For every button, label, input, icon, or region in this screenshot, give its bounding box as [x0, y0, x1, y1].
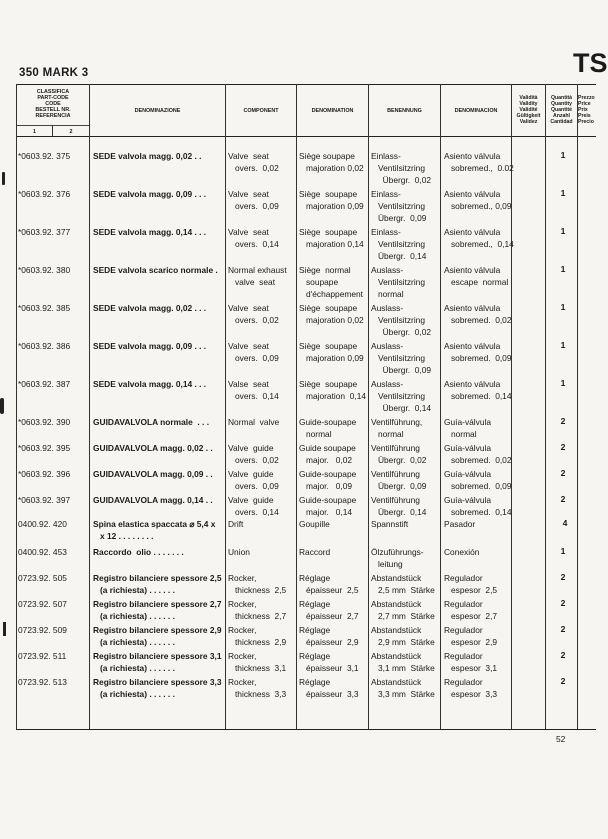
row-qty-cell: 1: [560, 546, 566, 556]
row-fr-cell: Siège soupape majoration 0,14: [299, 379, 367, 401]
row-qty-cell: 1: [560, 188, 566, 198]
row-en-cell: Union: [228, 547, 250, 557]
col-divider: [296, 84, 297, 729]
col-divider: [225, 84, 226, 729]
row-es-cell: Asiento válvula sobremed. 0,02: [444, 303, 512, 325]
row-es-cell: Asiento válvula sobremed., 0.02: [444, 151, 514, 173]
row-code-cell: 0400.92. 453: [18, 547, 67, 557]
row-it-cell: Registro bilanciere spessore 2,5 (a richiesta) . . . . . .: [93, 573, 222, 595]
row-de-cell: Ventilführung Übergr. 0,09: [371, 469, 427, 491]
row-es-cell: Guía-válvula sobremed. 0,09: [444, 469, 512, 491]
row-qty-cell: 2: [560, 650, 566, 660]
col-header-qty: Quantità Quantity Quantité Anzahl Cantidad: [550, 95, 573, 125]
row-es-cell: Asiento válvula sobremed. 0,14: [444, 379, 512, 401]
row-de-cell: Abstandstück 2,9 mm Stärke: [371, 625, 435, 647]
row-code-cell: *0603.92. 380: [18, 265, 71, 275]
col-header-code: CLASSIFICA PART-CODE CODE BESTELL NR. REFERENCIA: [35, 89, 71, 119]
row-it-cell: Registro bilanciere spessore 2,7 (a richiesta) . . . . . .: [93, 599, 222, 621]
row-qty-cell: 2: [560, 572, 566, 582]
row-it-cell: GUIDAVALVOLA normale . . .: [93, 417, 210, 427]
row-en-cell: Rocker, thickness 2,5: [228, 573, 287, 595]
col-divider: [511, 84, 512, 729]
row-en-cell: Valse seat overs. 0,14: [228, 379, 279, 401]
row-code-cell: 0723.92. 509: [18, 625, 67, 635]
binding-mark: [3, 622, 6, 636]
row-code-cell: *0603.92. 376: [18, 189, 71, 199]
row-en-cell: Rocker, thickness 2,7: [228, 599, 287, 621]
row-it-cell: SEDE valvola magg. 0,02 . . .: [93, 303, 207, 313]
row-en-cell: Valve guide overs. 0,02: [228, 443, 279, 465]
row-de-cell: Einlass- Ventilsitzring Übergr. 0,14: [371, 227, 427, 261]
row-fr-cell: Raccord: [299, 547, 331, 557]
row-qty-cell: 4: [562, 518, 568, 528]
row-it-cell: SEDE valvola magg. 0,14 . . .: [93, 227, 207, 237]
row-de-cell: Auslass- Ventilsitzring Übergr. 0,09: [371, 341, 432, 375]
table-bottom-rule: [16, 729, 596, 730]
row-fr-cell: Réglage épaisseur 2,5: [299, 573, 359, 595]
row-de-cell: Auslass- Ventilsitzring normal: [371, 265, 425, 299]
col-divider: [577, 84, 578, 729]
row-fr-cell: Réglage épaisseur 3,1: [299, 651, 359, 673]
row-qty-cell: 2: [560, 468, 566, 478]
row-en-cell: Valve guide overs. 0,14: [228, 495, 279, 517]
row-it-cell: Spina elastica spaccata ⌀ 5,4 x x 12 . . . . . . . .: [93, 519, 216, 541]
col-header-validity: Validità Validity Validité Gültigkeit Validez: [516, 95, 541, 125]
row-it-cell: SEDE valvola magg. 0,14 . . .: [93, 379, 207, 389]
row-es-cell: Regulador espesor 3,3: [444, 677, 498, 699]
section-code: TS: [573, 48, 608, 78]
row-code-cell: *0603.92. 385: [18, 303, 71, 313]
row-es-cell: Pasador: [444, 519, 476, 529]
row-es-cell: Guía-válvula sobremed. 0,02: [444, 443, 512, 465]
row-fr-cell: Guide-soupape major. 0,09: [299, 469, 357, 491]
row-en-cell: Valve seat overs. 0,09: [228, 189, 279, 211]
row-qty-cell: 1: [560, 378, 566, 388]
row-fr-cell: Siège soupape majoration 0,14: [299, 227, 364, 249]
row-fr-cell: Guide soupape major. 0,02: [299, 443, 356, 465]
row-de-cell: Ventilführung, normal: [371, 417, 423, 439]
row-es-cell: Asiento válvula sobremed., 0,14: [444, 227, 514, 249]
row-de-cell: Auslass- Ventilsitzring Übergr. 0,14: [371, 379, 432, 413]
row-es-cell: Asiento válvula escape normal: [444, 265, 509, 287]
row-code-cell: *0603.92. 375: [18, 151, 71, 161]
row-en-cell: Rocker, thickness 3,3: [228, 677, 287, 699]
row-qty-cell: 2: [560, 494, 566, 504]
row-fr-cell: Réglage épaisseur 3,3: [299, 677, 359, 699]
row-qty-cell: 2: [560, 676, 566, 686]
row-qty-cell: 2: [560, 416, 566, 426]
row-code-cell: *0603.92. 387: [18, 379, 71, 389]
row-qty-cell: 1: [560, 302, 566, 312]
col-divider: [368, 84, 369, 729]
row-qty-cell: 1: [560, 340, 566, 350]
row-es-cell: Asiento válvula sobremed. 0,09: [444, 341, 512, 363]
row-es-cell: Conexión: [444, 547, 480, 557]
row-es-cell: Asiento válvula sobremed., 0,09: [444, 189, 512, 211]
row-code-cell: 0723.92. 507: [18, 599, 67, 609]
col-header-code-sub2: 2: [69, 129, 73, 135]
row-it-cell: SEDE valvola magg. 0,09 . . .: [93, 341, 207, 351]
row-en-cell: Valve seat overs. 0,09: [228, 341, 279, 363]
row-fr-cell: Goupille: [299, 519, 330, 529]
row-it-cell: SEDE valvola magg. 0,09 . . .: [93, 189, 207, 199]
row-qty-cell: 1: [560, 226, 566, 236]
row-code-cell: 0723.92. 511: [18, 651, 67, 661]
row-en-cell: Drift: [228, 519, 244, 529]
row-it-cell: Registro bilanciere spessore 3,1 (a richiesta) . . . . . .: [93, 651, 222, 673]
row-qty-cell: 1: [560, 150, 566, 160]
col-divider: [545, 84, 546, 729]
row-it-cell: Registro bilanciere spessore 2,9 (a richiesta) . . . . . .: [93, 625, 222, 647]
page-title: 350 MARK 3: [19, 67, 89, 79]
col-header-de: BENENNUNG: [387, 108, 422, 114]
row-it-cell: SEDE valvola magg. 0,02 . .: [93, 151, 202, 161]
row-es-cell: Regulador espesor 2,5: [444, 573, 498, 595]
header-bottom-rule: [16, 136, 596, 137]
row-de-cell: Ölzuführungs- leitung: [371, 547, 424, 569]
binding-mark: [2, 172, 5, 185]
row-de-cell: Ventilführung Übergr. 0,02: [371, 443, 427, 465]
row-en-cell: Rocker, thickness 2,9: [228, 625, 287, 647]
row-code-cell: *0603.92. 397: [18, 495, 71, 505]
row-code-cell: 0400.92. 420: [18, 519, 67, 529]
col-divider: [16, 84, 17, 729]
row-es-cell: Guía-válvula sobremed. 0,14: [444, 495, 512, 517]
code-sub-rule: [17, 125, 89, 126]
row-code-cell: *0603.92. 377: [18, 227, 71, 237]
row-fr-cell: Siège normal soupape d'échappement: [299, 265, 363, 299]
row-it-cell: GUIDAVALVOLA magg. 0,09 . .: [93, 469, 213, 479]
row-it-cell: SEDE valvola scarico normale .: [93, 265, 218, 275]
row-de-cell: Abstandstück 2,5 mm Stärke: [371, 573, 435, 595]
page-number: 52: [556, 734, 566, 744]
row-code-cell: *0603.92. 396: [18, 469, 71, 479]
row-qty-cell: 2: [560, 624, 566, 634]
row-de-cell: Einlass- Ventilsitzring Übergr. 0,02: [371, 151, 432, 185]
row-qty-cell: 1: [560, 264, 566, 274]
col-header-it: DENOMINAZIONE: [134, 108, 181, 114]
col-header-fr: DENOMINATION: [311, 108, 354, 114]
row-de-cell: Spannstift: [371, 519, 409, 529]
row-code-cell: 0723.92. 505: [18, 573, 67, 583]
row-es-cell: Regulador espesor 2,9: [444, 625, 498, 647]
row-it-cell: GUIDAVALVOLA magg. 0,14 . .: [93, 495, 213, 505]
row-en-cell: Normal exhaust valve seat: [228, 265, 287, 287]
col-header-code-sub1: 1: [33, 129, 36, 135]
row-it-cell: Registro bilanciere spessore 3,3 (a richiesta) . . . . . .: [93, 677, 222, 699]
header-top-rule: [16, 84, 596, 85]
col-header-es: DENOMINACION: [454, 108, 498, 114]
row-fr-cell: Réglage épaisseur 2,7: [299, 599, 359, 621]
row-qty-cell: 2: [560, 442, 566, 452]
row-en-cell: Rocker, thickness 3,1: [228, 651, 287, 673]
row-de-cell: Auslass- Ventilsitzring Übergr. 0,02: [371, 303, 432, 337]
row-it-cell: Raccordo olio . . . . . . .: [93, 547, 184, 557]
row-fr-cell: Réglage épaisseur 2,9: [299, 625, 359, 647]
row-fr-cell: Guide-soupape major. 0,14: [299, 495, 357, 517]
row-en-cell: Valve seat overs. 0,14: [228, 227, 279, 249]
row-de-cell: Abstandstück 3,3 mm Stärke: [371, 677, 435, 699]
row-fr-cell: Siège soupape majoration 0,02: [299, 303, 364, 325]
row-en-cell: Valve guide overs. 0,09: [228, 469, 279, 491]
row-it-cell: GUIDAVALVOLA magg. 0,02 . .: [93, 443, 213, 453]
row-en-cell: Valve seat overs. 0,02: [228, 151, 279, 173]
row-fr-cell: Siège soupape majoration 0,09: [299, 341, 364, 363]
col-divider: [89, 84, 90, 729]
col-divider: [440, 84, 441, 729]
binding-mark: [0, 398, 4, 414]
col-header-en: COMPONENT: [243, 108, 279, 114]
row-fr-cell: Guide-soupape normal: [299, 417, 357, 439]
row-de-cell: Abstandstück 2,7 mm Stärke: [371, 599, 435, 621]
row-code-cell: *0603.92. 395: [18, 443, 71, 453]
row-fr-cell: Siège soupape majoration 0,09: [299, 189, 364, 211]
row-qty-cell: 2: [560, 598, 566, 608]
row-code-cell: *0603.92. 386: [18, 341, 71, 351]
row-de-cell: Abstandstück 3,1 mm Stärke: [371, 651, 435, 673]
row-en-cell: Valve seat overs. 0,02: [228, 303, 279, 325]
row-code-cell: 0723.92. 513: [18, 677, 67, 687]
row-de-cell: Ventilführung Übergr. 0,14: [371, 495, 427, 517]
row-es-cell: Regulador espesor 3,1: [444, 651, 498, 673]
row-es-cell: Regulador espesor 2,7: [444, 599, 498, 621]
row-code-cell: *0603.92. 390: [18, 417, 71, 427]
row-es-cell: Guía-válvula normal: [444, 417, 492, 439]
row-de-cell: Einlass- Ventilsitzring Übergr. 0,09: [371, 189, 427, 223]
col-header-price: Prezzo Price Prix Preis Precio: [578, 95, 595, 125]
row-fr-cell: Siège soupape majoration 0,02: [299, 151, 364, 173]
row-en-cell: Normal valve: [228, 417, 280, 427]
